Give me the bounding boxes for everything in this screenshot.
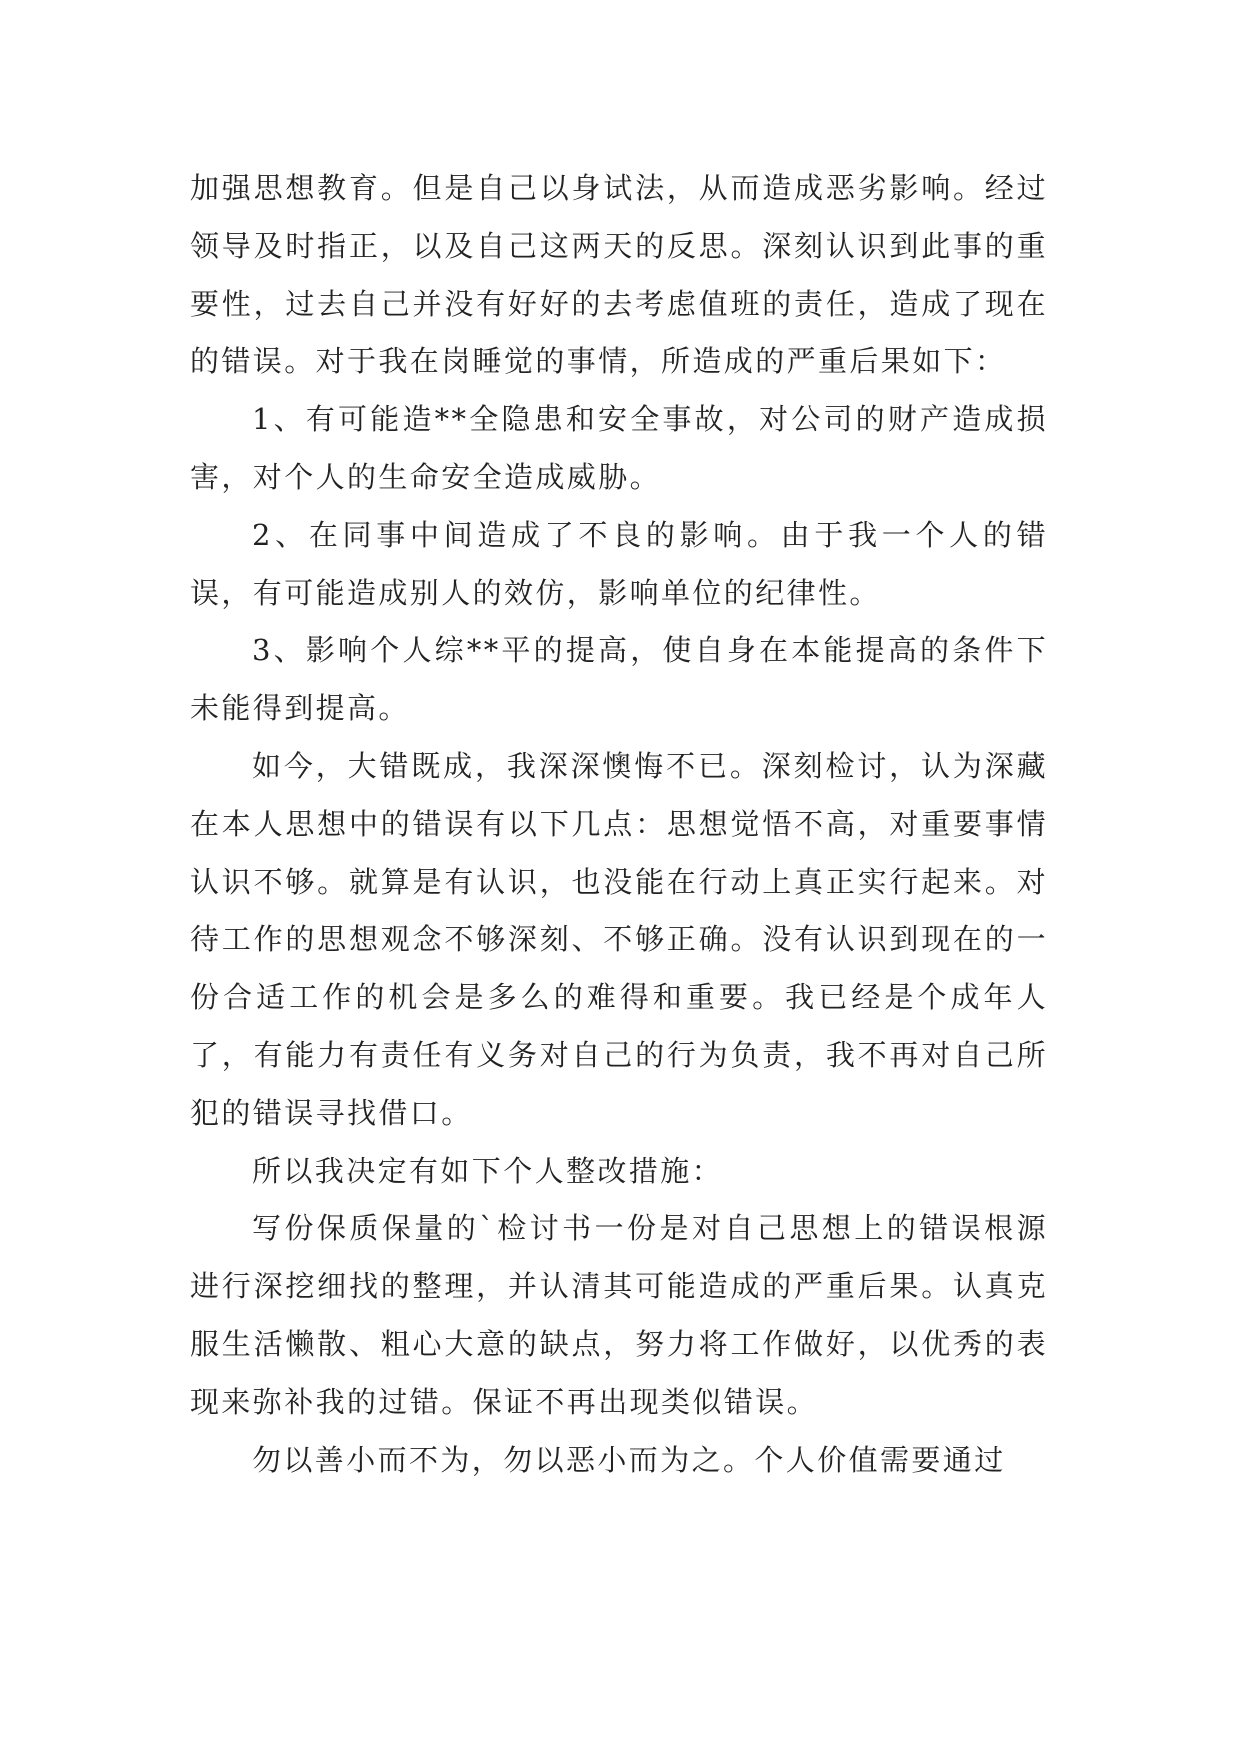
paragraph-reflection: 如今，大错既成，我深深懊悔不已。深刻检讨，认为深藏在本人思想中的错误有以下几点：思想觉悟不高，对重要事情认识不够。就算是有认识，也没能在行动上真正实行起来。对待工作的思想观念不够深刻、不够正确。没有认识到现在的一份合适工作的机会是多么的难得和重要。我已经是个成年人了，有能力有责任有义务对自己的行为负责，我不再对自己所犯的错误寻找借口。 [190,748,1048,1130]
paragraph-item-3: 3、影响个人综**平的提高，使自身在本能提高的条件下未能得到提高。 [190,633,1048,726]
paragraph-closing: 勿以善小而不为，勿以恶小而为之。个人价值需要通过 [252,1442,1006,1477]
paragraph-measures: 写份保质保量的`检讨书一份是对自己思想上的错误根源进行深挖细找的整理，并认清其可能造成的严重后果。认真克服生活懒散、粗心大意的缺点，努力将工作做好，以优秀的表现来弥补我的过错。保证不再出现类似错误。 [190,1211,1048,1419]
paragraph-item-1: 1、有可能造**全隐患和安全事故，对公司的财产造成损害，对个人的生命安全造成威胁。 [190,402,1048,494]
document-body [190,160,1048,1489]
paragraph-intro: 加强思想教育。但是自己以身试法，从而造成恶劣影响。经过领导及时指正，以及自己这两天的反思。深刻认识到此事的重要性，过去自己并没有好好的去考虑值班的责任，造成了现在的错误。对于我在岗睡觉的事情，所造成的严重后果如下： [190,171,1048,379]
paragraph-measures-heading: 所以我决定有如下个人整改措施： [252,1153,724,1188]
paragraph-item-2: 2、在同事中间造成了不良的影响。由于我一个人的错误，有可能造成别人的效仿，影响单位的纪律性。 [190,517,1048,610]
